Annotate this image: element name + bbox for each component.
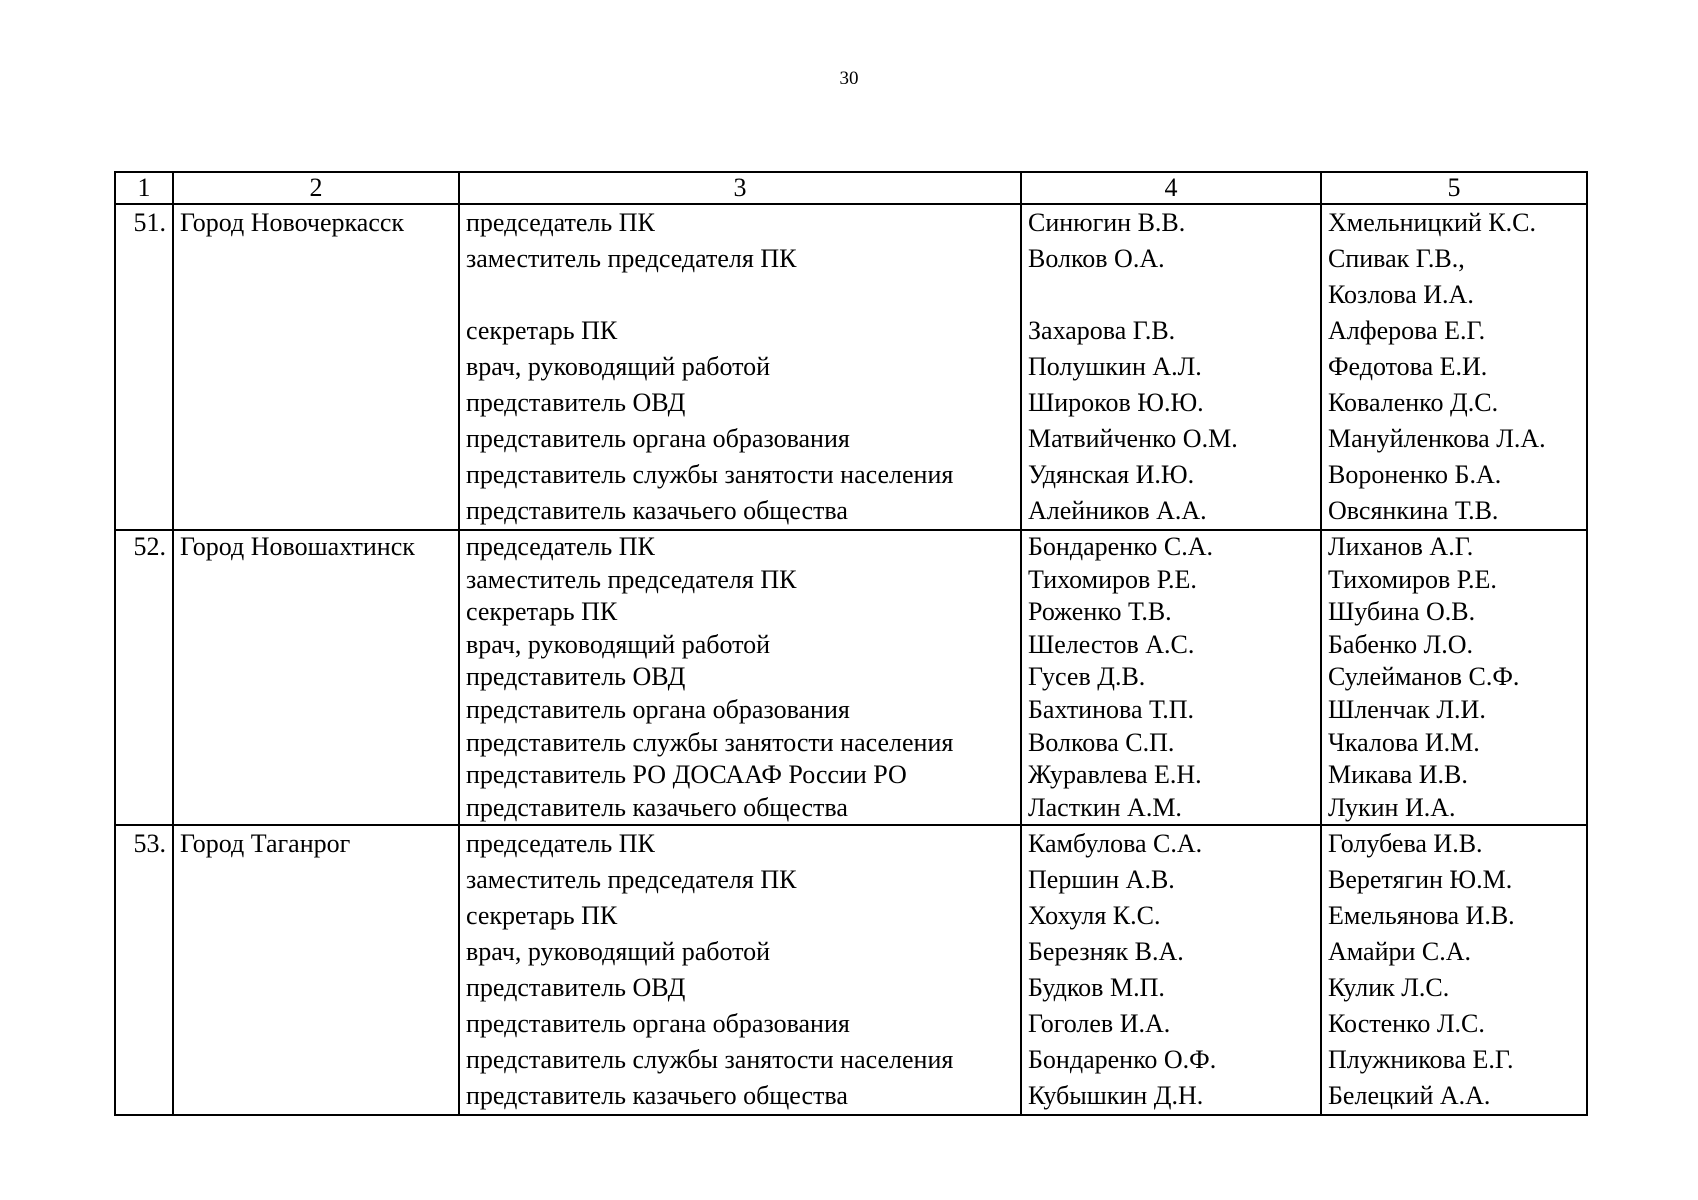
row-number xyxy=(115,530,173,825)
member-line: Тихомиров Р.Е. xyxy=(1028,564,1197,594)
reserve-line: Плужникова Е.Г. xyxy=(1328,1045,1514,1075)
member-line: Журавлева Е.Н. xyxy=(1028,760,1202,790)
member-line xyxy=(1028,277,1320,313)
role-line: представитель ОВД xyxy=(466,973,686,1003)
reserve-line: Федотова Е.И. xyxy=(1328,352,1488,381)
reserve-line: Емельянова И.В. xyxy=(1328,901,1515,931)
role-line: представитель РО ДОСААФ России РО xyxy=(466,760,907,790)
role-list xyxy=(459,204,1021,530)
page-number: 30 xyxy=(839,68,859,89)
commission-table xyxy=(114,171,1588,1116)
member-line: Березняк В.А. xyxy=(1028,937,1184,967)
role-line: представитель ОВД xyxy=(466,388,686,417)
member-list xyxy=(1021,825,1321,1115)
role-line: председатель ПК xyxy=(466,208,655,237)
role-line: представитель казачьего общества xyxy=(466,792,848,822)
role-line: врач, руководящий работой xyxy=(466,629,771,659)
role-line: врач, руководящий работой xyxy=(466,937,771,967)
reserve-line: Микава И.В. xyxy=(1328,760,1468,790)
row-number-text: 52. xyxy=(133,532,166,561)
role-line: заместитель председателя ПК xyxy=(466,865,797,895)
role-line: председатель ПК xyxy=(466,829,655,859)
role-line: секретарь ПК xyxy=(466,597,618,627)
reserve-line: Вороненко Б.А. xyxy=(1328,460,1502,489)
reserve-line: Сулейманов С.Ф. xyxy=(1328,662,1520,692)
role-line: представитель органа образования xyxy=(466,1009,850,1039)
member-line: Роженко Т.В. xyxy=(1028,597,1172,627)
reserve-line: Шленчак Л.И. xyxy=(1328,694,1486,724)
member-line: Удянская И.Ю. xyxy=(1028,460,1195,489)
member-line: Волкова С.П. xyxy=(1028,727,1175,757)
member-line: Волков О.А. xyxy=(1028,244,1165,273)
member-list xyxy=(1021,204,1321,530)
member-line: Матвийченко О.М. xyxy=(1028,424,1238,453)
reserve-line: Веретягин Ю.М. xyxy=(1328,865,1513,895)
member-line: Захарова Г.В. xyxy=(1028,316,1176,345)
reserve-line: Бабенко Л.О. xyxy=(1328,629,1474,659)
reserve-list xyxy=(1321,825,1587,1115)
role-line: представитель органа образования xyxy=(466,424,850,453)
table-row xyxy=(115,825,1587,1115)
member-line: Шелестов А.С. xyxy=(1028,629,1195,659)
reserve-line: Хмельницкий К.С. xyxy=(1328,208,1536,237)
role-line: представитель казачьего общества xyxy=(466,1081,848,1111)
reserve-line: Амайри С.А. xyxy=(1328,937,1472,967)
city-name: Город Новошахтинск xyxy=(180,532,415,561)
member-line: Гоголев И.А. xyxy=(1028,1009,1171,1039)
member-line: Кубышкин Д.Н. xyxy=(1028,1081,1204,1111)
reserve-line: Лукин И.А. xyxy=(1328,792,1456,822)
role-line: председатель ПК xyxy=(466,532,655,561)
city-name: Город Новочеркасск xyxy=(180,208,405,237)
reserve-line: Козлова И.А. xyxy=(1328,280,1474,309)
reserve-line: Чкалова И.М. xyxy=(1328,727,1480,757)
role-line: секретарь ПК xyxy=(466,901,618,931)
role-list xyxy=(459,530,1021,825)
member-line: Ласткин А.М. xyxy=(1028,792,1182,822)
reserve-line: Кулик Л.С. xyxy=(1328,973,1450,1003)
reserve-line: Мануйленкова Л.А. xyxy=(1328,424,1546,453)
member-line: Бахтинова Т.П. xyxy=(1028,694,1195,724)
member-list xyxy=(1021,530,1321,825)
reserve-line: Голубева И.В. xyxy=(1328,829,1483,859)
reserve-line: Овсянкина Т.В. xyxy=(1328,496,1499,525)
role-line: представитель ОВД xyxy=(466,662,686,692)
reserve-list xyxy=(1321,204,1587,530)
header-col-2: 2 xyxy=(173,172,459,204)
reserve-list xyxy=(1321,530,1587,825)
member-line: Бондаренко С.А. xyxy=(1028,532,1213,561)
reserve-line: Лиханов А.Г. xyxy=(1328,532,1474,561)
member-line: Камбулова С.А. xyxy=(1028,829,1203,859)
role-line: представитель службы занятости населения xyxy=(466,727,954,757)
member-line: Хохуля К.С. xyxy=(1028,901,1161,931)
header-row xyxy=(115,172,1587,204)
member-line: Бондаренко О.Ф. xyxy=(1028,1045,1217,1075)
city-cell xyxy=(173,530,459,825)
reserve-line: Тихомиров Р.Е. xyxy=(1328,564,1497,594)
header-col-4: 4 xyxy=(1021,172,1321,204)
header-col-3: 3 xyxy=(459,172,1021,204)
reserve-line: Костенко Л.С. xyxy=(1328,1009,1485,1039)
member-line: Першин А.В. xyxy=(1028,865,1175,895)
member-line: Будков М.П. xyxy=(1028,973,1165,1003)
reserve-line: Коваленко Д.С. xyxy=(1328,388,1499,417)
role-line: врач, руководящий работой xyxy=(466,352,771,381)
reserve-line: Шубина О.В. xyxy=(1328,597,1476,627)
city-name: Город Таганрог xyxy=(180,829,351,859)
role-line: представитель органа образования xyxy=(466,694,850,724)
role-line xyxy=(466,277,1020,313)
city-cell xyxy=(173,204,459,530)
role-line: заместитель председателя ПК xyxy=(466,564,797,594)
role-line: представитель казачьего общества xyxy=(466,496,848,525)
role-line: заместитель председателя ПК xyxy=(466,244,797,273)
role-line: секретарь ПК xyxy=(466,316,618,345)
reserve-line: Белецкий А.А. xyxy=(1328,1081,1491,1111)
row-number-text: 53. xyxy=(133,829,166,859)
role-line: представитель службы занятости населения xyxy=(466,1045,954,1075)
header-col-1: 1 xyxy=(115,172,173,204)
row-number-text: 51. xyxy=(133,208,166,237)
city-cell xyxy=(173,825,459,1115)
role-line: представитель службы занятости населения xyxy=(466,460,954,489)
member-line: Полушкин А.Л. xyxy=(1028,352,1202,381)
reserve-line: Алферова Е.Г. xyxy=(1328,316,1486,345)
reserve-line: Спивак Г.В., xyxy=(1328,244,1465,273)
header-col-5: 5 xyxy=(1321,172,1587,204)
member-line: Алейников А.А. xyxy=(1028,496,1207,525)
member-line: Широков Ю.Ю. xyxy=(1028,388,1204,417)
table-row xyxy=(115,530,1587,825)
member-line: Гусев Д.В. xyxy=(1028,662,1146,692)
member-line: Синюгин В.В. xyxy=(1028,208,1186,237)
row-number xyxy=(115,204,173,530)
role-list xyxy=(459,825,1021,1115)
row-number xyxy=(115,825,173,1115)
table-row xyxy=(115,204,1587,530)
